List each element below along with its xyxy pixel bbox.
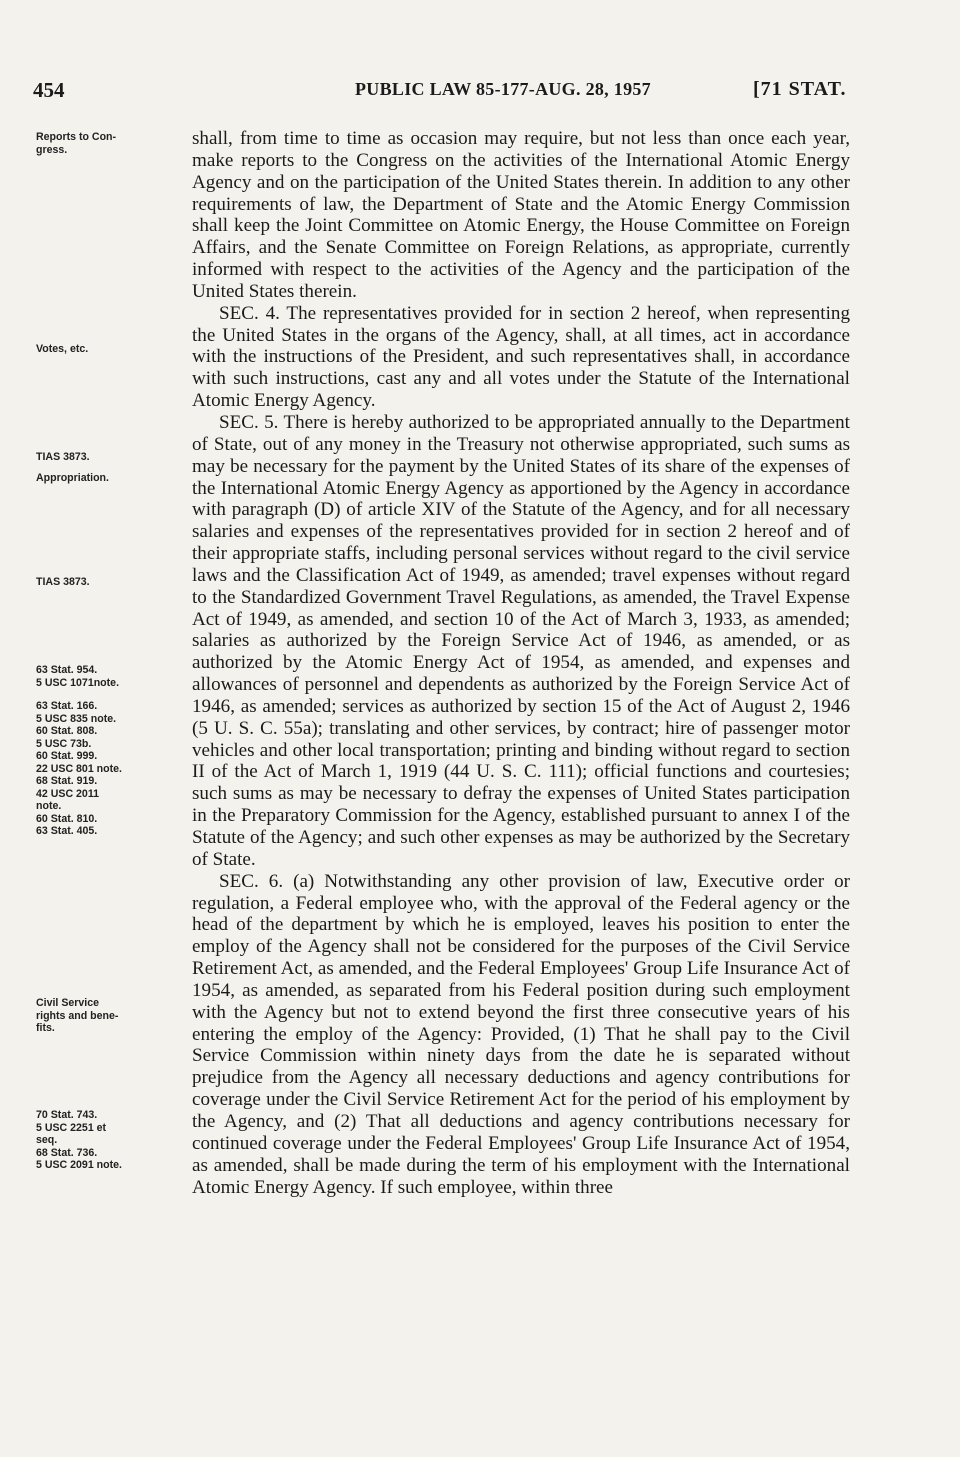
paragraph-sec-5: SEC. 5. There is hereby authorized to be appropriated annually to the Department of State, out of any money in the Treasury not otherwise appropriated, such sums as may be necessary for the payment by the United States of its share of the expenses of the International Atomic Energy Agency as apportioned by the Agency in accordance with paragraph (D) of article XIV of the Statute of the Agency, and for all necessary salaries and expenses of the representatives provided for in section 2 hereof and of their appropriate staffs, including personal services without regard to the civil service laws and the Classification Act of 1949, as amended; travel expenses without regard to the Standardized Government Travel Regulations, as amended, the Travel Expense Act of 1949, as amended, and section 10 of the Act of March 3, 1933, as amended; salaries as authorized by the Foreign Service Act of 1946, as amended, or as authorized by the Atomic Energy Act of 1954, as amended, and expenses and allowances of personnel and dependents as authorized by the Foreign Service Act of 1946, as amended; services as authorized by section 15 of the Act of August 2, 1946 (5 U. S. C. 55a); translating and other services, by contract; hire of passenger motor vehicles and other local transportation; printing and binding without regard to section II of the Act of March 1, 1919 (44 U. S. C. 111); official functions and courtesies; such sums as may be necessary to defray the expenses of United States participation in the Preparatory Commission for the Agency, established pursuant to annex I of the Statute of the Agency; and such other expenses as may be authorized by the Secretary of State. [192, 411, 850, 870]
margin-note-tias-1: TIAS 3873. [36, 451, 90, 463]
margin-note-stat-954: 63 Stat. 954. 5 USC 1071note. [36, 664, 120, 689]
margin-note-appropriation: Appropriation. [36, 472, 109, 484]
page-header [33, 78, 853, 108]
margin-note-reports: Reports to Con- gress. [36, 131, 117, 156]
statute-reference: [71 STAT. [753, 78, 847, 100]
paragraph-sec-4: SEC. 4. The representatives provided for in section 2 hereof, when representing the United States in the organs of the Agency, shall, at all times, act in accordance with the instructions of the President, and such representatives shall, in accordance with such instructions, cast any and all votes under the Statute of the International Atomic Energy Agency. [192, 302, 850, 412]
margin-note-stat-743: 70 Stat. 743. 5 USC 2251 et seq. 68 Stat. 736. 5 USC 2091 note. [36, 1109, 122, 1171]
body-text [192, 128, 850, 1198]
paragraph-sec-6: SEC. 6. (a) Notwithstanding any other provision of law, Executive order or regulation, a Federal employee who, with the approval of the Federal agency or the head of the department by which he is employed, leaves his position to enter the employ of the Agency shall not be considered for the purposes of the Civil Service Retirement Act, as amended, and the Federal Employees' Group Life Insurance Act of 1954, as amended, as separated from his Federal position during such employment with the Agency but not to extend beyond the first three consecutive years of his entering the employ of the Agency: Provided, (1) That he shall pay to the Civil Service Commission within ninety days from the date he is separated without prejudice from the Agency all necessary deductions and agency contributions for coverage under the Civil Service Retirement Act for the period of his employment by the Agency, and (2) That all deductions and agency contributions necessary for continued coverage under the Federal Employees' Group Life Insurance Act of 1954, as amended, shall be made during the term of his employment with the International Atomic Energy Agency. If such employee, within three [192, 870, 850, 1198]
margin-note-stat-list: 63 Stat. 166. 5 USC 835 note. 60 Stat. 808. 5 USC 73b. 60 Stat. 999. 22 USC 801 note. 68 Stat. 919. 42 USC 2011 note. 60 Stat. 810. 63 Stat. 405. [36, 700, 122, 837]
margin-note-votes: Votes, etc. [36, 343, 89, 355]
margin-note-civil-service: Civil Service rights and bene- fits. [36, 997, 119, 1034]
running-title: PUBLIC LAW 85-177-AUG. 28, 1957 [355, 79, 651, 99]
paragraph-reports: shall, from time to time as occasion may require, but not less than once each year, make reports to the Congress on the activities of the International Atomic Energy Agency and on the participation of the United States therein. In addition to any other requirements of law, the Department of State and the Atomic Energy Commission shall keep the Joint Committee on Atomic Energy, the House Committee on Foreign Affairs, and the Senate Committee on Foreign Relations, as appropriate, currently informed with respect to the activities of the Agency and the participation of the United States therein. [192, 128, 850, 302]
page-number: 454 [33, 78, 65, 102]
margin-note-tias-2: TIAS 3873. [36, 576, 90, 588]
